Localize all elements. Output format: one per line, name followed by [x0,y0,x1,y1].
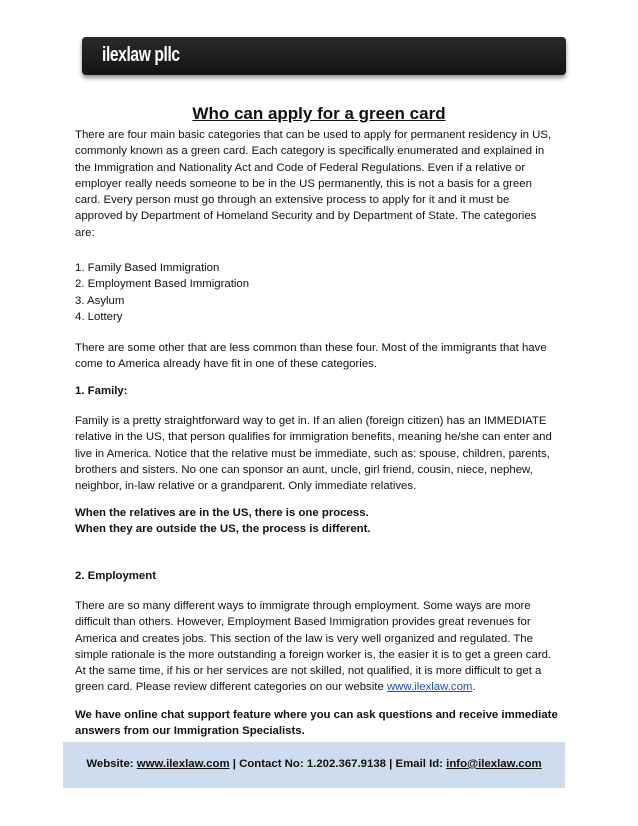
text-line: brothers and sisters. No one can sponsor an aunt, uncle, girl friend, cousin, niece, nephew, [75,463,533,476]
text-line: difficult than others. However, Employment Based Immigration provides great revenues for [75,616,531,629]
text-segment: green card. Please review different categories on our website [75,681,387,694]
text-line: are: [75,226,95,239]
list-item: 4. Lottery [75,310,123,323]
text-line: There are four main basic categories that can be used to apply for permanent residency in US, [75,129,552,141]
text-line: When the relatives are in the US, there is one process. [75,507,369,519]
other-paragraph [75,340,575,373]
footer-website-label: Website: [86,758,137,770]
family-heading: 1. Family: [75,385,128,397]
text-segment: . [472,681,476,694]
text-line: live in America. Notice that the relative must be immediate, such as: spouse, children, parents, [75,447,550,460]
footer-website-link[interactable]: www.ilexlaw.com [136,758,230,770]
company-logo: ilexlaw pllc [102,44,180,66]
text-line: At the same time, if his or her services are not skilled, not qualified, it is more difficult to get a [75,665,542,678]
text-line: the Immigration and Nationality Act and Code of Federal Regulations. Even if a relative or [75,161,526,174]
text-line: answers from our Immigration Specialists. [75,725,305,738]
text-line: employer really needs someone to be in the US permanently, this is not a basis for a green [75,177,532,190]
chat-support-note [75,707,575,740]
intro-paragraph [75,127,575,241]
text-line: card. Every person must go through an extensive process to apply for it and it must be [75,194,510,207]
page-title: Who can apply for a green card [192,104,446,123]
text-line [75,679,575,695]
text-line: neighbor, in-law relative or a grandparent. Only immediate relatives. [75,480,417,493]
text-line: There are so many different ways to immigrate through employment. Some ways are more [75,600,531,612]
footer-contact-label: | Contact No: 1.202.367.9138 | Email Id: [229,758,447,770]
text-line: relative in the US, that person qualifies for immigration benefits, meaning he/she can enter and [75,431,552,444]
text-line: Family is a pretty straightforward way to get in. If an alien (foreign citizen) has an IMMEDIATE [75,415,547,427]
text-line: America and creates jobs. This section of the law is very well organized and regulated. The [75,632,533,645]
family-paragraph [75,413,575,494]
footer-email-link[interactable]: info@ilexlaw.com [446,758,542,770]
text-line: come to America already have fit in one of these categories. [75,358,378,371]
text-line: commonly known as a green card. Each category is specifically enumerated and explained in [75,145,545,158]
footer-bar [63,742,565,788]
website-link[interactable]: www.ilexlaw.com [386,681,473,694]
text-line: simple rationale is the more outstanding a foreign worker is, the easier it is to get a green card. [75,648,552,661]
footer-contact [63,758,565,770]
family-process-note [75,505,575,538]
employment-heading: 2. Employment [75,570,157,582]
text-line: There are some other that are less common than these four. Most of the immigrants that have [75,342,547,354]
list-item: 2. Employment Based Immigration [75,278,250,291]
header-bar [82,37,566,75]
category-list [75,260,575,325]
text-line: approved by Department of Homeland Security and by Department of State. The categories [75,210,537,223]
list-item: 3. Asylum [75,294,125,307]
employment-paragraph [75,598,575,696]
text-line: We have online chat support feature where you can ask questions and receive immediate [75,709,558,721]
text-line: When they are outside the US, the process is different. [75,523,371,536]
list-item: 1. Family Based Immigration [75,262,220,274]
